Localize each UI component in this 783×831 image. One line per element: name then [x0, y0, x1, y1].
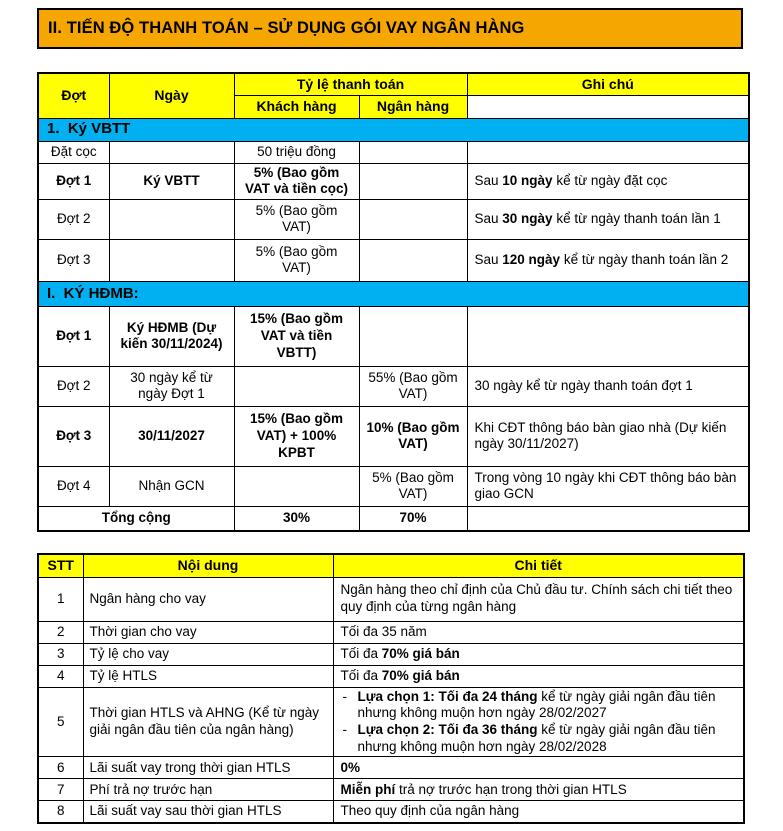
cell-ghi-chu: 30 ngày kể từ ngày thanh toán đợt 1: [467, 366, 749, 406]
cell-ngay: Ký VBTT: [109, 163, 234, 199]
payment-row-hdmb-dot4: [38, 466, 749, 506]
header-chi-tiet: Chi tiết: [333, 554, 744, 577]
cell-dot: Đợt 1: [38, 163, 109, 199]
cell-dot: Đặt cọc: [38, 141, 109, 163]
cell-khach-hang: 5% (Bao gồm VAT): [234, 199, 359, 239]
header-ngay: Ngày: [109, 73, 234, 118]
cell-ghi-chu: Khi CĐT thông báo bàn giao nhà (Dự kiến ngày 30/11/2027): [467, 406, 749, 466]
payment-row-vbtt-dot1: [38, 163, 749, 199]
cell-chi-tiet: Tối đa 70% giá bán: [333, 665, 744, 687]
cell-empty: [109, 239, 234, 281]
header-ngan-hang: Ngân hàng: [359, 95, 467, 118]
section-row-hdmb: [38, 281, 749, 306]
payment-row-hdmb-dot2: [38, 366, 749, 406]
cell-khach-hang: 5% (Bao gồm VAT và tiền cọc): [234, 163, 359, 199]
cell-stt: 5: [38, 687, 83, 757]
payment-row-hdmb-dot1: [38, 306, 749, 366]
cell-empty: [359, 199, 467, 239]
section-title-banner: [37, 8, 743, 49]
cell-chi-tiet: Tối đa 70% giá bán: [333, 643, 744, 665]
cell-empty: [467, 141, 749, 163]
option-2-text: Lựa chọn 2: Tối đa 36 tháng kể từ ngày giải ngân đầu tiên nhưng không muộn hơn ngày 28/02/2028: [357, 721, 716, 754]
cell-ghi-chu: Sau 30 ngày kể từ ngày thanh toán lần 1: [467, 199, 749, 239]
cell-noi-dung: Tỷ lệ cho vay: [83, 643, 333, 665]
cell-stt: 2: [38, 621, 83, 643]
cell-chi-tiet: 0%: [333, 757, 744, 779]
loan-row-6: [38, 757, 744, 779]
payment-row-hdmb-dot3: [38, 406, 749, 466]
cell-empty: [359, 163, 467, 199]
cell-chi-tiet: Ngân hàng theo chỉ định của Chủ đầu tư. Chính sách chi tiết theo quy định của từng ngân hàng: [333, 577, 744, 621]
cell-chi-tiet: Tối đa 35 năm: [333, 621, 744, 643]
loan-row-3: [38, 643, 744, 665]
option-1-bullet: [341, 689, 738, 722]
cell-dot: Đợt 4: [38, 466, 109, 506]
cell-ghi-chu: Sau 120 ngày kể từ ngày thanh toán lần 2: [467, 239, 749, 281]
dash-bullet-icon: -: [342, 688, 347, 704]
loan-terms-table: [37, 553, 745, 824]
cell-ngay: 30 ngày kể từ ngày Đợt 1: [109, 366, 234, 406]
total-khach-hang: 30%: [234, 506, 359, 531]
cell-ngay: Nhận GCN: [109, 466, 234, 506]
cell-noi-dung: Thời gian cho vay: [83, 621, 333, 643]
payment-total-row: [38, 506, 749, 531]
payment-row-vbtt-dot3: [38, 239, 749, 281]
header-ghi-chu: Ghi chú: [467, 73, 749, 95]
cell-ngan-hang: 10% (Bao gồm VAT): [359, 406, 467, 466]
loan-header-row: [38, 554, 744, 577]
section-vbtt-title: 1. Ký VBTT: [38, 118, 749, 141]
cell-khach-hang: 5% (Bao gồm VAT): [234, 239, 359, 281]
cell-khach-hang: 50 triệu đồng: [234, 141, 359, 163]
cell-noi-dung: Phí trả nợ trước hạn: [83, 779, 333, 801]
header-ty-le-thanh-toan: Tỷ lệ thanh toán: [234, 73, 467, 95]
loan-row-2: [38, 621, 744, 643]
section-row-vbtt: [38, 118, 749, 141]
total-label: Tổng cộng: [38, 506, 234, 531]
cell-empty: [467, 95, 749, 118]
loan-row-5: [38, 687, 744, 757]
cell-empty: [359, 141, 467, 163]
cell-chi-tiet: Miễn phí trả nợ trước hạn trong thời gian HTLS: [333, 779, 744, 801]
cell-empty: [467, 506, 749, 531]
cell-noi-dung: Lãi suất vay sau thời gian HTLS: [83, 801, 333, 823]
option-2-bullet: [341, 722, 738, 755]
cell-dot: Đợt 2: [38, 199, 109, 239]
cell-noi-dung: Tỷ lệ HTLS: [83, 665, 333, 687]
cell-noi-dung: Lãi suất vay trong thời gian HTLS: [83, 757, 333, 779]
cell-empty: [109, 199, 234, 239]
header-dot: Đợt: [38, 73, 109, 118]
cell-empty: [234, 366, 359, 406]
cell-dot: Đợt 3: [38, 239, 109, 281]
dash-bullet-icon: -: [342, 721, 347, 737]
payment-row-dat-coc: [38, 141, 749, 163]
cell-empty: [359, 306, 467, 366]
cell-ngay: 30/11/2027: [109, 406, 234, 466]
cell-chi-tiet: Theo quy định của ngân hàng: [333, 801, 744, 823]
cell-khach-hang: 15% (Bao gồm VAT) + 100% KPBT: [234, 406, 359, 466]
cell-ngan-hang: 55% (Bao gồm VAT): [359, 366, 467, 406]
loan-row-7: [38, 779, 744, 801]
header-stt: STT: [38, 554, 83, 577]
header-row-1: [38, 73, 749, 95]
cell-ngan-hang: 5% (Bao gồm VAT): [359, 466, 467, 506]
cell-ghi-chu: Sau 10 ngày kể từ ngày đặt cọc: [467, 163, 749, 199]
cell-noi-dung: Thời gian HTLS và AHNG (Kể từ ngày giải ngân đầu tiên của ngân hàng): [83, 687, 333, 757]
loan-row-8: [38, 801, 744, 823]
header-khach-hang: Khách hàng: [234, 95, 359, 118]
cell-stt: 4: [38, 665, 83, 687]
cell-noi-dung: Ngân hàng cho vay: [83, 577, 333, 621]
cell-stt: 1: [38, 577, 83, 621]
cell-chi-tiet: [333, 687, 744, 757]
loan-row-4: [38, 665, 744, 687]
cell-ghi-chu: Trong vòng 10 ngày khi CĐT thông báo bàn giao GCN: [467, 466, 749, 506]
cell-empty: [234, 466, 359, 506]
cell-stt: 3: [38, 643, 83, 665]
total-ngan-hang: 70%: [359, 506, 467, 531]
option-1-text: Lựa chọn 1: Tối đa 24 tháng kể từ ngày giải ngân đầu tiên nhưng không muộn hơn ngày 28/02/2027: [357, 688, 716, 721]
banner-title: II. TIẾN ĐỘ THANH TOÁN – SỬ DỤNG GÓI VAY NGÂN HÀNG: [48, 19, 525, 37]
loan-row-1: [38, 577, 744, 621]
header-noi-dung: Nội dung: [83, 554, 333, 577]
cell-empty: [359, 239, 467, 281]
cell-dot: Đợt 3: [38, 406, 109, 466]
cell-empty: [109, 141, 234, 163]
cell-dot: Đợt 2: [38, 366, 109, 406]
cell-dot: Đợt 1: [38, 306, 109, 366]
cell-empty: [467, 306, 749, 366]
cell-stt: 6: [38, 757, 83, 779]
cell-khach-hang: 15% (Bao gồm VAT và tiền VBTT): [234, 306, 359, 366]
payment-row-vbtt-dot2: [38, 199, 749, 239]
payment-schedule-table: [37, 72, 750, 532]
cell-stt: 8: [38, 801, 83, 823]
cell-stt: 7: [38, 779, 83, 801]
cell-ngay: Ký HĐMB (Dự kiến 30/11/2024): [109, 306, 234, 366]
section-hdmb-title: I. KÝ HĐMB:: [38, 281, 749, 306]
